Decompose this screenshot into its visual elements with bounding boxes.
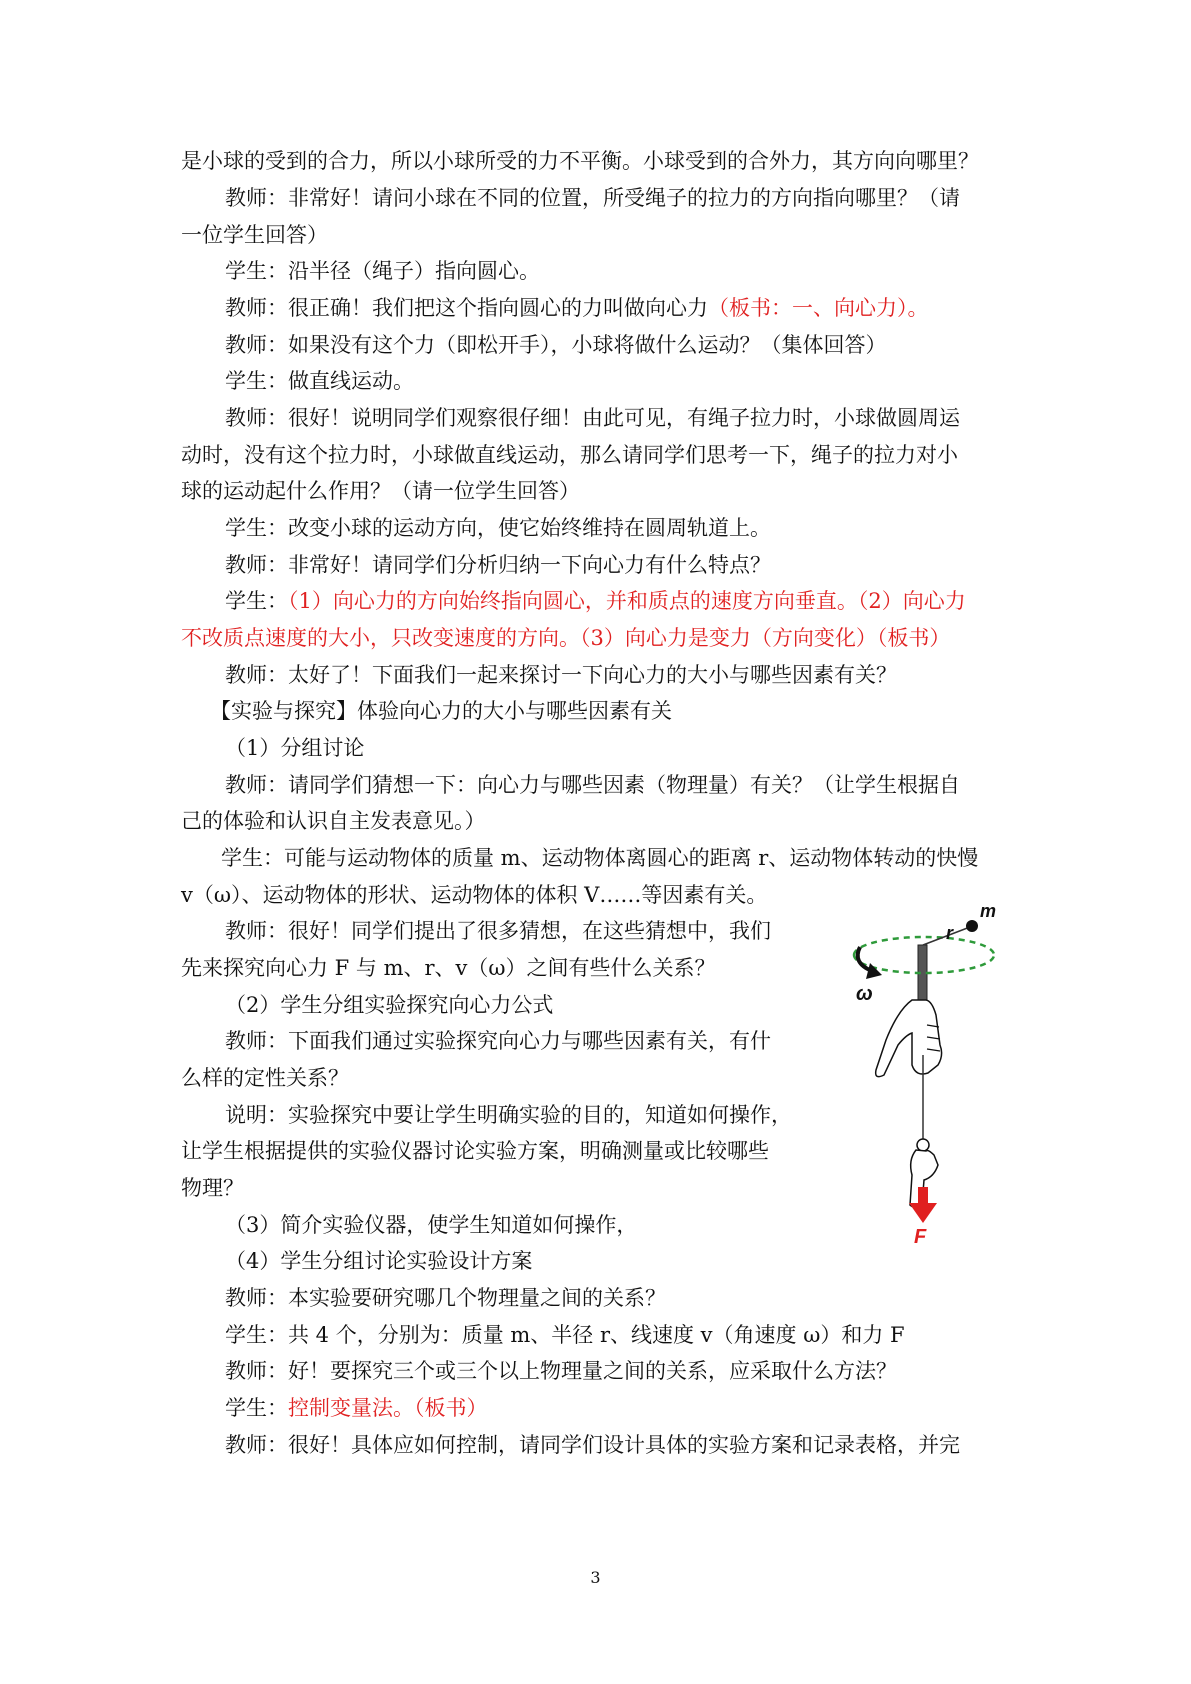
text-line: 教师：很好！具体应如何控制，请同学们设计具体的实验方案和记录表格，并完 <box>225 1433 960 1457</box>
text-line: 学生：共 4 个，分别为：质量 m、半径 r、线速度 v（角速度 ω）和力 F <box>225 1323 905 1347</box>
text-line: 教师：很好！同学们提出了很多猜想，在这些猜想中，我们 <box>225 919 771 943</box>
blackboard-note: （板书：一、向心力）。 <box>708 296 929 320</box>
text-line: 先来探究向心力 F 与 m、r、v（ω）之间有些什么关系？ <box>181 956 716 980</box>
hand-icon <box>876 1000 942 1077</box>
highlighted-answer: 不改质点速度的大小，只改变速度的方向。（3）向心力是变力（方向变化）（板书） <box>181 626 951 650</box>
blackboard-note: 控制变量法。（板书） <box>288 1396 488 1420</box>
force-arrow-shaft <box>918 1187 928 1205</box>
page-number: 3 <box>590 1568 601 1587</box>
text-line: 物理？ <box>181 1176 244 1200</box>
text-line <box>181 623 950 653</box>
text-line: 教师：非常好！请同学们分析归纳一下向心力有什么特点？ <box>225 553 771 577</box>
text-line: 己的体验和认识自主发表意见。） <box>181 809 486 833</box>
text-line: 一位学生回答） <box>181 223 328 247</box>
centripetal-experiment-figure <box>846 905 1006 1245</box>
text-line: 教师：本实验要研究哪几个物理量之间的关系？ <box>225 1286 666 1310</box>
text-line: 学生：可能与运动物体的质量 m、运动物体离圆心的距离 r、运动物体转动的快慢 <box>221 846 979 870</box>
text-line: （4）学生分组讨论实验设计方案 <box>225 1249 533 1273</box>
text-line: 教师：非常好！请问小球在不同的位置，所受绳子的拉力的方向指向哪里？（请 <box>225 186 960 210</box>
section-heading: 【实验与探究】体验向心力的大小与哪些因素有关 <box>210 699 672 723</box>
text-line: 么样的定性关系？ <box>181 1066 349 1090</box>
text-line: 教师：下面我们通过实验探究向心力与哪些因素有关，有什 <box>225 1029 771 1053</box>
text-line: （1）分组讨论 <box>225 736 365 760</box>
label-omega: ω <box>856 983 873 1005</box>
text-line: 学生：做直线运动。 <box>225 369 414 393</box>
text-line: 教师：很正确！我们把这个指向圆心的力叫做向心力（板书：一、向心力）。 <box>225 296 929 320</box>
text-line: 教师：太好了！下面我们一起来探讨一下向心力的大小与哪些因素有关？ <box>225 663 897 687</box>
text-line: 学生：沿半径（绳子）指向圆心。 <box>225 259 540 283</box>
text-line: 说明：实验探究中要让学生明确实验的目的，知道如何操作， <box>225 1103 792 1127</box>
force-arrow-icon <box>909 1203 937 1223</box>
label-r: r <box>946 923 954 943</box>
text-line: （3）简介实验仪器，使学生知道如何操作， <box>225 1213 638 1237</box>
text-line: v（ω）、运动物体的形状、运动物体的体积 V……等因素有关。 <box>181 883 768 907</box>
highlighted-answer: （1）向心力的方向始终指向圆心，并和质点的速度方向垂直。（2）向心力 <box>288 589 966 613</box>
text-line: 学生：改变小球的运动方向，使它始终维持在圆周轨道上。 <box>225 516 771 540</box>
text-line: 动时，没有这个拉力时，小球做直线运动，那么请同学们思考一下，绳子的拉力对小 <box>181 443 958 467</box>
text-line: 学生：控制变量法。（板书） <box>225 1396 488 1420</box>
text-line: 教师：请同学们猜想一下：向心力与哪些因素（物理量）有关？（让学生根据自 <box>225 773 960 797</box>
text-line: 球的运动起什么作用？（请一位学生回答） <box>181 479 580 503</box>
ball-icon <box>966 920 978 932</box>
text-line: 学生：（1）向心力的方向始终指向圆心，并和质点的速度方向垂直。（2）向心力 <box>225 589 966 613</box>
text-line: 让学生根据提供的实验仪器讨论实验方案，明确测量或比较哪些 <box>181 1139 769 1163</box>
text-line: （2）学生分组实验探究向心力公式 <box>225 993 554 1017</box>
text-line: 教师：如果没有这个力（即松开手），小球将做什么运动？（集体回答） <box>225 333 887 357</box>
text-line: 教师：好！要探究三个或三个以上物理量之间的关系，应采取什么方法？ <box>225 1359 897 1383</box>
label-F: F <box>914 1226 927 1245</box>
text-line: 是小球的受到的合力，所以小球所受的力不平衡。小球受到的合外力，其方向向哪里？ <box>181 149 979 173</box>
fingertip-icon <box>917 1139 929 1151</box>
text-line: 教师：很好！说明同学们观察很仔细！由此可见，有绳子拉力时，小球做圆周运 <box>225 406 960 430</box>
label-m: m <box>980 905 997 921</box>
rotation-arrowhead-icon <box>866 963 882 979</box>
